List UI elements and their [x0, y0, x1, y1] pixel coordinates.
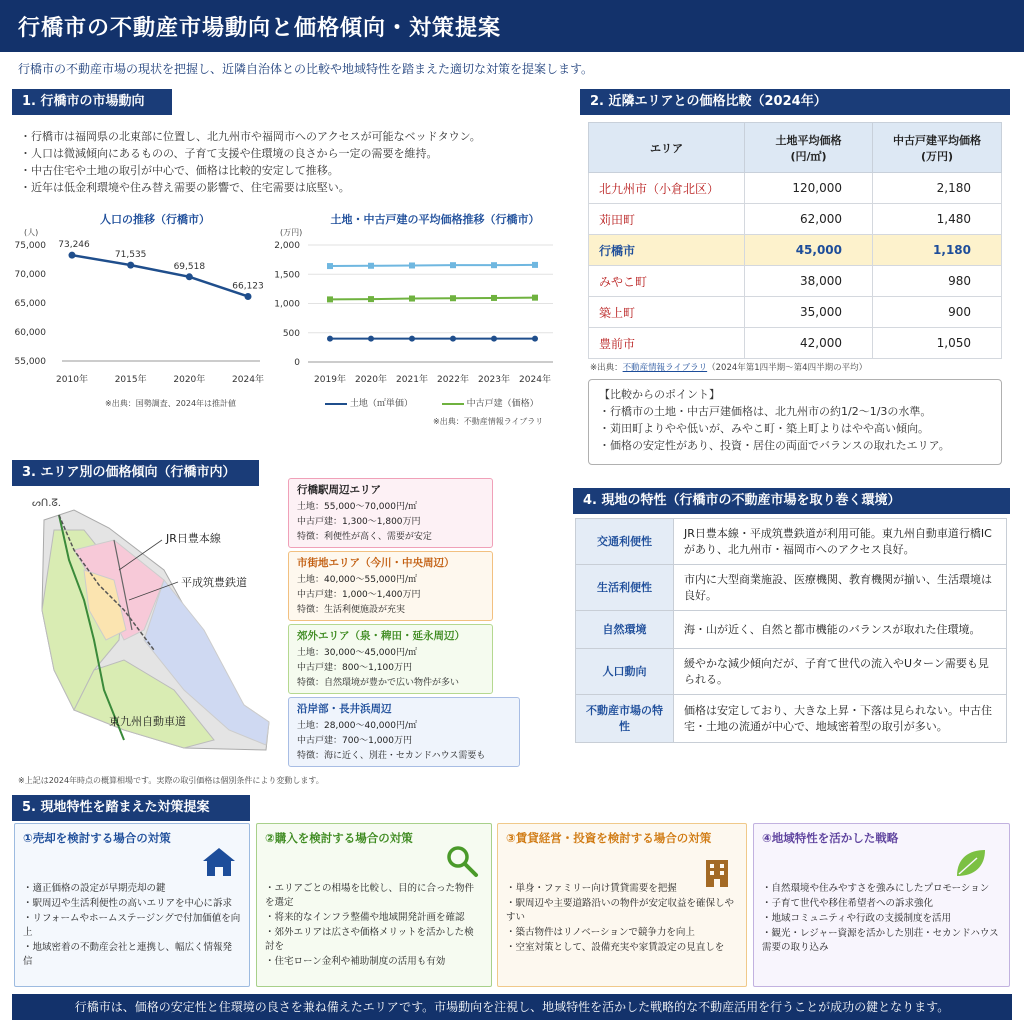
series-point	[491, 336, 497, 342]
series-point	[532, 336, 538, 342]
point-item: ・苅田町よりやや低いが、みやこ町・築上町よりはやや高い傾向。	[599, 422, 929, 435]
comparison-points-box	[588, 379, 1002, 465]
data-label: 69,518	[173, 261, 206, 272]
area-card-downtown	[288, 551, 493, 621]
col-header-land: 土地平均価格 (円/㎡)	[745, 123, 873, 173]
cell-land: 62,000	[745, 204, 873, 235]
area-house: 中古戸建：700〜1,000万円	[297, 736, 412, 746]
col-header-house: 中古戸建平均価格 (万円)	[873, 123, 1002, 173]
cell-area: 苅田町	[589, 204, 745, 235]
area-title: 郊外エリア（泉・稗田・延永周辺）	[297, 630, 465, 642]
cell-area: 北九州市（小倉北区）	[589, 173, 745, 204]
section5-heading: 5. 現地特性を踏まえた対策提案	[12, 795, 250, 821]
card-item: ・空室対策として、設備充実や家賃設定の見直しを	[506, 942, 725, 953]
page-title: 行橋市の不動産市場動向と価格傾向・対策提案	[18, 16, 502, 41]
section3-heading: 3. エリア別の価格傾向（行橋市内）	[12, 460, 259, 486]
y-axis-label: (人)	[24, 228, 39, 237]
card-item: ・単身・ファミリー向け賃貸需要を把握	[506, 883, 677, 894]
card-item: ・将来的なインフラ整備や地域開発計画を確認	[265, 912, 465, 923]
feature-row	[576, 519, 1007, 565]
x-tick-label: 2024年	[519, 375, 551, 385]
y-tick-label: 500	[282, 328, 300, 339]
card-item: ・地域密着の不動産会社と連携し、幅広く情報発信	[23, 942, 233, 967]
y-tick-label: 70,000	[14, 270, 46, 280]
bullet: ・中古住宅や土地の取引が中心で、価格は比較的安定して推移。	[20, 164, 339, 177]
population-point	[245, 293, 252, 300]
table-row	[589, 328, 1002, 359]
map-text: ᔕᑎ.ᘔ．	[32, 498, 68, 509]
x-tick-label: 2020年	[355, 375, 387, 385]
series-point	[368, 296, 374, 302]
map-label-heisei: 平成筑豊鉄道	[181, 576, 247, 589]
feature-value: JR日豊本線・平成筑豊鉄道が利用可能。東九州自動車道行橋ICがあり、北九州市・福岡市へのアクセス良好。	[674, 519, 1007, 565]
area-house: 中古戸建：800〜1,100万円	[297, 663, 412, 673]
section2-heading: 2. 近隣エリアとの価格比較（2024年）	[580, 89, 1010, 115]
building-icon	[702, 858, 732, 888]
cell-land: 120,000	[745, 173, 873, 204]
area-house: 中古戸建：1,000〜1,400万円	[297, 590, 421, 600]
feature-value: 価格は安定しており、大きな上昇・下落は見られない。中古住宅・土地の流通が中心で、地域密着型の取引が多い。	[674, 695, 1007, 743]
series-point	[450, 262, 456, 268]
feature-row	[576, 611, 1007, 649]
series-point	[327, 336, 333, 342]
y-tick-label: 2,000	[274, 241, 300, 251]
area-land: 土地：28,000〜40,000円/㎡	[297, 721, 418, 731]
feature-key: 生活利便性	[576, 565, 674, 611]
series-point	[491, 295, 497, 301]
card-item: ・適正価格の設定が早期売却の鍵	[23, 883, 166, 894]
data-label: 66,123	[232, 281, 264, 292]
card-title: ③賃貸経営・投資を検討する場合の対策	[506, 831, 712, 845]
series-point	[327, 263, 333, 269]
series-line	[330, 265, 535, 266]
card-item: ・駅周辺や生活利便性の高いエリアを中心に訴求	[23, 898, 233, 909]
card-item: ・築古物件はリノベーションで競争力を向上	[506, 927, 695, 938]
series-point	[409, 336, 415, 342]
legend-house-label: 中古戸建（価格）	[466, 399, 539, 409]
series-point	[532, 295, 538, 301]
y-tick-label: 1,500	[274, 270, 300, 281]
section4-heading: 4. 現地の特性（行橋市の不動産市場を取り巻く環境）	[573, 488, 1010, 514]
bullet: ・行橋市は福岡県の北東部に位置し、北九州市や福岡市へのアクセスが可能なベッドタウン。	[20, 130, 481, 143]
cell-house: 1,050	[873, 328, 1002, 359]
x-tick-label: 2010年	[56, 375, 88, 385]
series-point	[327, 296, 333, 302]
footer-banner: 行橋市は、価格の安定性と住環境の良さを兼ね備えたエリアです。市場動向を注視し、地域特性を活かした戦略的な不動産活用を行うことが成功の鍵となります。	[12, 994, 1012, 1020]
series-point	[450, 295, 456, 301]
card-item: ・自然環境や住みやすさを強みにしたプロモーション	[762, 883, 990, 894]
legend-land-swatch	[325, 403, 347, 405]
feature-row	[576, 565, 1007, 611]
card-item: ・エリアごとの相場を比較し、目的に合った物件を選定	[265, 883, 475, 908]
cell-land: 45,000	[745, 235, 873, 266]
features-table	[575, 518, 1007, 743]
x-tick-label: 2023年	[478, 375, 510, 385]
y-tick-label: 55,000	[14, 357, 46, 367]
data-label: 71,535	[114, 250, 147, 261]
magnifier-icon	[445, 844, 479, 878]
feature-key: 不動産市場の特性	[576, 695, 674, 743]
section1-bullets	[20, 128, 570, 196]
y-tick-label: 0	[294, 358, 300, 368]
table-row	[589, 297, 1002, 328]
population-point	[186, 273, 193, 280]
series-point	[491, 262, 497, 268]
table-row	[589, 266, 1002, 297]
y-tick-label: 1,000	[274, 299, 300, 310]
x-tick-label: 2022年	[437, 375, 469, 385]
feature-value: 海・山が近く、自然と都市機能のバランスが取れた住環境。	[674, 611, 1007, 649]
point-item: ・価格の安定性があり、投資・居住の両面でバランスの取れたエリア。	[599, 439, 950, 452]
price-chart-title: 土地・中古戸建の平均価格推移（行橋市）	[330, 213, 540, 226]
table-row	[589, 204, 1002, 235]
series-point	[450, 336, 456, 342]
feature-row	[576, 649, 1007, 695]
table-row	[589, 173, 1002, 204]
area-card-station	[288, 478, 493, 548]
population-point	[127, 262, 134, 269]
comparison-table	[588, 122, 1002, 359]
card-item: ・観光・レジャー資源を活かした別荘・セカンドハウス需要の取り込み	[762, 928, 999, 953]
area-card-suburb	[288, 624, 493, 694]
x-tick-label: 2020年	[173, 375, 206, 385]
area-feature: 特徴：利便性が高く、需要が安定	[297, 532, 432, 542]
cell-area: 行橋市	[589, 235, 745, 266]
cell-land: 38,000	[745, 266, 873, 297]
legend-land-label: 土地（㎡単価）	[349, 399, 413, 409]
legend-house-swatch	[442, 403, 464, 405]
series-point	[532, 262, 538, 268]
card-title: ④地域特性を活かした戦略	[762, 831, 899, 845]
cell-house: 1,480	[873, 204, 1002, 235]
bullet: ・人口は微減傾向にあるものの、子育て支援や住環境の良さから一定の需要を維持。	[20, 147, 438, 160]
x-tick-label: 2015年	[114, 375, 147, 385]
price-chart	[270, 225, 565, 410]
cell-land: 35,000	[745, 297, 873, 328]
cell-area: 築上町	[589, 297, 745, 328]
points-title: 【比較からのポイント】	[599, 388, 720, 401]
area-feature: 特徴：自然環境が豊かで広い物件が多い	[297, 678, 460, 688]
section1-heading: 1. 行橋市の市場動向	[12, 89, 172, 115]
point-item: ・行橋市の土地・中古戸建価格は、北九州市の約1/2〜1/3の水準。	[599, 405, 932, 418]
series-point	[368, 263, 374, 269]
table-row-highlight	[589, 235, 1002, 266]
card-item: ・郊外エリアは広さや価格メリットを活かした検討を	[265, 927, 474, 952]
card-title: ②購入を検討する場合の対策	[265, 831, 413, 845]
x-tick-label: 2019年	[314, 375, 346, 385]
x-tick-label: 2024年	[232, 375, 264, 385]
cell-house: 1,180	[873, 235, 1002, 266]
cell-land: 42,000	[745, 328, 873, 359]
col-header-area: エリア	[589, 123, 745, 173]
bullet: ・近年は低金利環境や住み替え需要の影響で、住宅需要は底堅い。	[20, 181, 350, 194]
y-tick-label: 60,000	[14, 328, 46, 338]
lead-text: 行橋市の不動産市場の現状を把握し、近隣自治体との比較や地域特性を踏まえた適切な対策を提案します。	[18, 62, 594, 76]
area-title: 沿岸部・長井浜周辺	[297, 703, 392, 715]
table-header-row	[589, 123, 1002, 173]
area-card-coast	[288, 697, 520, 767]
price-legend	[325, 396, 539, 409]
cell-house: 2,180	[873, 173, 1002, 204]
feature-key: 交通利便性	[576, 519, 674, 565]
area-feature: 特徴：海に近く、別荘・セカンドハウス需要も	[297, 751, 486, 761]
area-feature: 特徴：生活利便施設が充実	[297, 605, 406, 615]
data-label: 73,246	[58, 240, 90, 251]
house-icon	[201, 846, 237, 878]
price-source: ※出典：不動産情報ライブラリ	[433, 417, 544, 426]
area-title: 行橋駅周辺エリア	[297, 484, 381, 496]
card-item: ・リフォームやホームステージングで付加価値を向上	[23, 913, 241, 938]
strategy-card-buy	[256, 823, 492, 987]
strategy-card-regional	[753, 823, 1010, 987]
area-note: ※上記は2024年時点の概算相場です。実際の取引価格は個別条件により変動します。	[18, 776, 324, 785]
map-label-exp: 東九州自動車道	[109, 715, 186, 728]
area-land: 土地：40,000〜55,000円/㎡	[297, 575, 418, 585]
feature-key: 人口動向	[576, 649, 674, 695]
area-land: 土地：30,000〜45,000円/㎡	[297, 648, 418, 658]
area-title: 市街地エリア（今川・中央周辺）	[297, 557, 455, 569]
feature-key: 自然環境	[576, 611, 674, 649]
card-item: ・子育て世代や移住希望者への訴求強化	[762, 898, 934, 909]
y-tick-label: 75,000	[14, 241, 46, 251]
strategy-card-invest	[497, 823, 747, 987]
area-house: 中古戸建：1,300〜1,800万円	[297, 517, 421, 527]
series-point	[409, 296, 415, 302]
card-item: ・地域コミュニティや行政の支援制度を活用	[762, 913, 952, 924]
map-label-jr: JR日豊本線	[166, 532, 221, 545]
series-point	[368, 336, 374, 342]
y-axis-label: (万円)	[280, 228, 303, 237]
source-link[interactable]: 不動産情報ライブラリ	[622, 363, 708, 373]
y-tick-label: 65,000	[14, 299, 46, 309]
cell-house: 980	[873, 266, 1002, 297]
card-item: ・住宅ローン金利や補助制度の活用も有効	[265, 956, 446, 967]
feature-row	[576, 695, 1007, 743]
series-point	[409, 262, 415, 268]
title-bar	[0, 0, 1024, 52]
population-line	[72, 255, 248, 296]
feature-value: 市内に大型商業施設、医療機関、教育機関が揃い、生活環境は良好。	[674, 565, 1007, 611]
card-item: ・駅周辺や主要道路沿いの物件が安定収益を確保しやすい	[506, 898, 735, 923]
x-tick-label: 2021年	[396, 375, 428, 385]
card-title: ①売却を検討する場合の対策	[23, 831, 171, 845]
area-map	[14, 490, 284, 770]
pop-chart-title: 人口の推移（行橋市）	[100, 213, 210, 226]
cell-area: みやこ町	[589, 266, 745, 297]
leaf-icon	[953, 846, 987, 880]
cell-house: 900	[873, 297, 1002, 328]
pop-source: ※出典：国勢調査、2024年は推計値	[105, 399, 237, 408]
population-point	[69, 252, 76, 259]
area-land: 土地：55,000〜70,000円/㎡	[297, 502, 418, 512]
cell-area: 豊前市	[589, 328, 745, 359]
strategy-card-sell	[14, 823, 250, 987]
feature-value: 緩やかな減少傾向だが、子育て世代の流入やUターン需要も見られる。	[674, 649, 1007, 695]
series-line	[330, 298, 535, 300]
population-chart	[10, 225, 275, 420]
table-source: ※出典：不動産情報ライブラリ（2024年第1四半期〜第4四半期の平均）	[590, 363, 868, 373]
